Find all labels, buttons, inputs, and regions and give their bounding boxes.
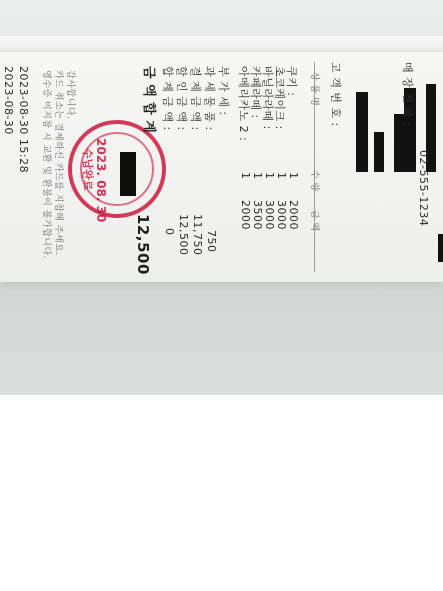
totals-label: 금 액 합 계 — [141, 66, 156, 134]
item-5: 쿠키 : — [285, 66, 298, 97]
item-count-4: 1 — [275, 172, 288, 180]
receipt-note-2: 카드 취소는 결제하신 카드를 지참해 주세요. — [53, 70, 63, 256]
receipt-date-2: 2023-08-30 — [2, 66, 15, 135]
item-1: 아메리카노 2 : — [237, 66, 250, 142]
receipt-date-1: 2023-08-30 15:28 — [17, 66, 30, 174]
amount-label-2: 할 인 금 액 : — [175, 66, 188, 131]
item-4: 초코케이크 : — [273, 66, 286, 130]
stamp-date: 2023. 08. 30 — [94, 138, 108, 223]
item-count-2: 1 — [251, 172, 264, 180]
item-price-2: 3500 — [251, 200, 264, 230]
header-qty: 수 량 — [309, 170, 319, 192]
item-count-3: 1 — [263, 172, 276, 180]
phone-number: 02-555-1234 — [417, 150, 430, 227]
item-2: 카페라떼 : — [249, 66, 262, 119]
item-price-1: 2000 — [239, 200, 252, 230]
total-amount: 12,500 — [134, 214, 152, 275]
stamp-label: 수납완료 — [81, 148, 94, 191]
amount-label-4: 과 세 물 품 : — [203, 66, 216, 131]
item-3: 바닐라라떼 : — [261, 66, 274, 130]
receipt-note-1: 영수증 미지참 시 교환 및 환불이 불가합니다. — [41, 70, 51, 260]
receipt-top-edge — [0, 36, 443, 52]
item-count-1: 1 — [239, 172, 252, 180]
header-amount: 금 액 — [309, 210, 319, 232]
receipt-note-3: 감사합니다. — [65, 70, 75, 120]
item-price-5: 2000 — [287, 200, 300, 230]
amount-label-3: 결 제 금 액 : — [189, 66, 202, 131]
white-surface — [0, 395, 443, 591]
amount-label-5: 부 가 세 : — [217, 66, 230, 116]
amount-value-3: 11,750 — [191, 214, 204, 256]
receipt-shadow — [0, 285, 443, 395]
amount-value-4: 750 — [205, 230, 218, 253]
item-price-3: 3000 — [263, 200, 276, 230]
header-product: 상 품 명 — [309, 72, 319, 107]
redacted-block — [120, 152, 136, 196]
phone-label: 매 장 전 화 : — [401, 62, 414, 127]
amount-label-1: 합 계 금 액 : — [161, 66, 174, 131]
item-price-4: 3000 — [275, 200, 288, 230]
barcode-bar-1 — [356, 92, 368, 172]
amount-value-2: 12,500 — [177, 214, 190, 256]
barcode-bar-6 — [438, 234, 443, 262]
barcode-bar-2 — [374, 132, 384, 172]
amount-value-1: 0 — [163, 228, 176, 236]
barcode-label: 고 객 번 호 : — [329, 62, 342, 127]
item-count-5: 1 — [287, 172, 300, 180]
